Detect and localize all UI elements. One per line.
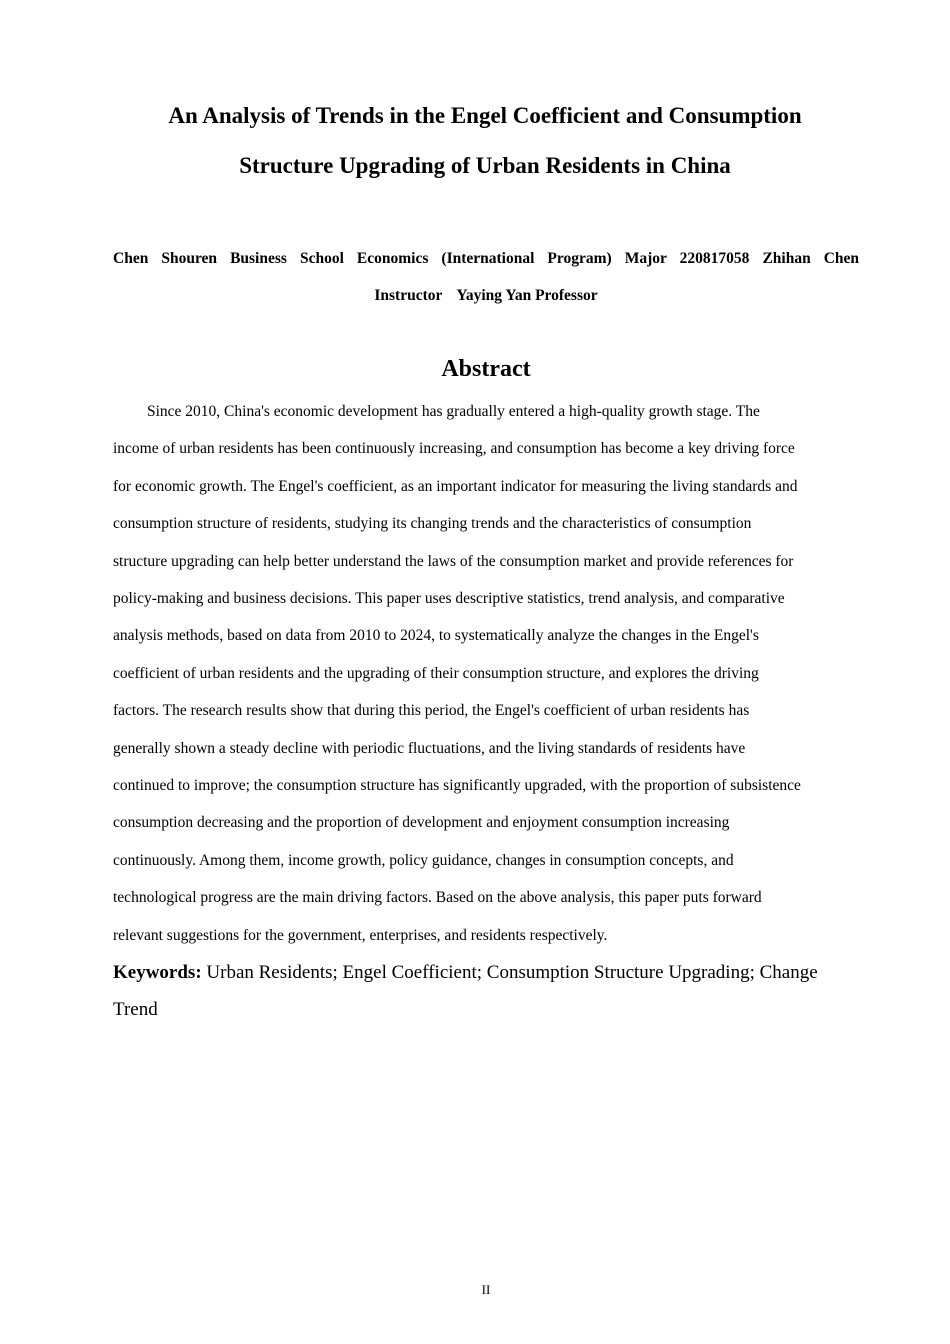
- abstract-line: coefficient of urban residents and the upgrading of their consumption structure, and explores the driving: [113, 664, 759, 682]
- abstract-body: [113, 393, 859, 954]
- page-number: II: [481, 1282, 491, 1297]
- author-name: Zhihan Chen: [762, 250, 860, 267]
- instructor-info-line: [100, 286, 872, 306]
- paper-title-line-1: An Analysis of Trends in the Engel Coefficient and Consumption: [168, 103, 802, 128]
- keywords-line-2: Trend: [113, 999, 158, 1020]
- author-school: Chen Shouren Business School: [113, 250, 344, 267]
- abstract-heading: Abstract: [441, 356, 531, 382]
- abstract-line: analysis methods, based on data from 2010 to 2024, to systematically analyze the changes in the Engel's: [113, 627, 759, 645]
- author-major: Economics (International Program) Major: [356, 250, 667, 267]
- instructor-label: Instructor: [374, 287, 443, 304]
- abstract-line: structure upgrading can help better understand the laws of the consumption market and provide references for: [113, 552, 794, 570]
- abstract-line: policy-making and business decisions. This paper uses descriptive statistics, trend analysis, and comparative: [113, 590, 785, 608]
- abstract-line: consumption structure of residents, studying its changing trends and the characteristics of consumption: [113, 515, 752, 533]
- abstract-line: generally shown a steady decline with periodic fluctuations, and the living standards of residents have: [113, 739, 746, 757]
- paper-title-line-2: Structure Upgrading of Urban Residents in China: [239, 153, 731, 178]
- keywords-line-1: Urban Residents; Engel Coefficient; Consumption Structure Upgrading; Change: [206, 962, 818, 983]
- author-info-line: [113, 249, 859, 269]
- abstract-line: continued to improve; the consumption structure has significantly upgraded, with the proportion of subsistence: [113, 777, 801, 795]
- keywords-label: Keywords:: [113, 962, 202, 983]
- abstract-line: relevant suggestions for the government, enterprises, and residents respectively.: [113, 926, 608, 944]
- abstract-line: factors. The research results show that during this period, the Engel's coefficient of urban residents has: [113, 702, 750, 720]
- abstract-line: income of urban residents has been continuously increasing, and consumption has become a key driving force: [113, 440, 795, 458]
- abstract-line: for economic growth. The Engel's coefficient, as an important indicator for measuring the living standards and: [113, 477, 798, 495]
- instructor-name: Yaying Yan Professor: [456, 287, 598, 304]
- abstract-line: consumption decreasing and the proportion of development and enjoyment consumption increasing: [113, 814, 730, 832]
- abstract-line: technological progress are the main driving factors. Based on the above analysis, this paper puts forward: [113, 889, 762, 907]
- keywords: [113, 954, 859, 1028]
- paper-title: [100, 91, 870, 191]
- author-student-id: 220817058: [679, 250, 750, 267]
- abstract-line: Since 2010, China's economic development has gradually entered a high-quality growth stage. The: [147, 403, 760, 420]
- abstract-line: continuously. Among them, income growth, policy guidance, changes in consumption concepts, and: [113, 851, 734, 869]
